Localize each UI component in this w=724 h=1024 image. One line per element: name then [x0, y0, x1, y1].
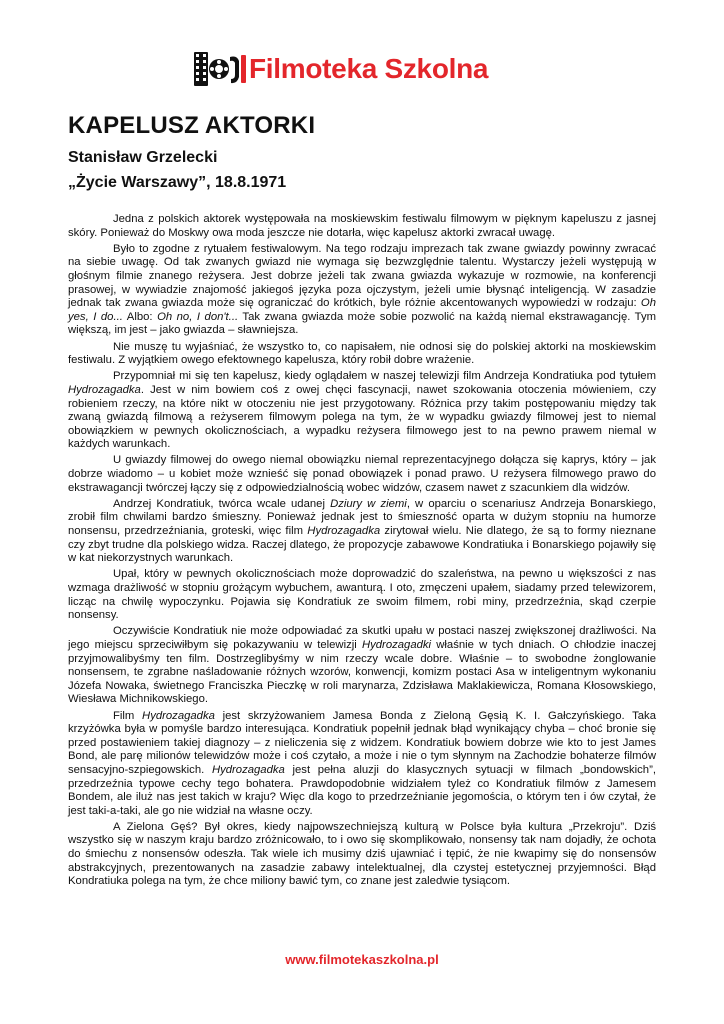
logo-text: Filmoteka Szkolna [249, 53, 489, 84]
paragraph-text: jest skrzyżowaniem Jamesa Bonda z Zieloną Gęsią K. I. Gałczyńskiego. Taka krzyżówka była w pomyśle bardzo interesująca. Kondratiuk popełnił jednak błąd wynikający chyba – choć bronie się przed postawieniem takiej diagnozy – z nieliczenia się z widzem. Kondratiuk bowiem dobrze wie kto to jest James Bond, ale parę milionów telewidzów może i coś czytało, a może i nie o tym słynnym na Zachodzie bohaterze filmów sensacyjno-szpiegowskich. [68, 709, 656, 776]
italic-title-text: Oh yes, I do... [68, 297, 656, 323]
paragraph-text: Jedna z polskich aktorek występowała na moskiewskim festiwalu filmowym w pięknym kapeluszu z jasnej skóry. Ponieważ do Moskwy owa moda jeszcze nie dotarła, więc kapelusz aktorki zwracał uwagę. [68, 213, 656, 239]
paragraph-text: , w oparciu o scenariusz Andrzeja Bonarskiego, zrobił film chwilami bardzo śmieszny. Ponieważ jednak jest to śmieszność oparta w dużym stopniu na humorze nonsensu, przedrzeźniania, groteski, więc film [68, 497, 656, 538]
article-paragraph [68, 710, 656, 819]
italic-title-text: Hydrozagadka [307, 525, 381, 538]
article-paragraph [68, 243, 656, 338]
article-paragraph [68, 498, 656, 566]
paragraph-text: Oczywiście Kondratiuk nie może odpowiadać za skutki upału w postaci naszej zwiększonej drażliwości. Na jego miejscu sprzeciwiłbym się pokazywaniu w telewizji [68, 625, 656, 651]
paragraph-text: Andrzej Kondratiuk, twórca wcale udanej [113, 497, 331, 510]
logo[interactable] [193, 50, 488, 88]
article-paragraph [68, 213, 656, 240]
article-paragraph [68, 625, 656, 707]
paragraph-text: właśnie w tych dniach. O chłodzie inaczej przyjmowalibyśmy ten film. Dostrzeglibyśmy w nim rzeczy wcale dobre. Właśnie – to swobodne żonglowanie nonsensem, te zgrabne naśladowanie różnych wzorów, konwencji, komizm postaci Asa w inteligentnym wykonaniu Józefa Nowaka, świetnego Franciszka Pieczkę w roli marynarza, Zdzisława Maklakiewicza, Romana Kłosowskiego, Wiesława Michnikowskiego. [68, 638, 656, 706]
italic-title-text: Dziury w ziemi [330, 497, 407, 510]
paragraph-text: Upał, który w pewnych okolicznościach może doprowadzić do szaleństwa, na pewno u większości z nas wzmaga drażliwość w stopniu grożącym wybuchem, awanturą. I oto, zmęczeni upałem, siadamy przed telewizorem, licząc na chwilę wypoczynku. Pojawia się Kondratiuk ze swoim filmem, robi miny, przedrzeźnia, skąd czerpie nonsensy. [68, 568, 656, 622]
paragraph-text: Film [113, 709, 143, 722]
paragraph-text: U gwiazdy filmowej do owego niemal obowiązku niemal reprezentacyjnego dołącza się kaprys, który – jak dobrze wiadomo – u kobiet może wznieść się ponad obowiązek i ponad prawo. U reżysera filmowego prawo do ekstrawagancji twórczej łączy się z odpowiedzialnością wobec widzów, czasem nawet z szacunkiem dla widzów. [68, 454, 656, 494]
paragraph-text: Tak zwana gwiazda może sobie pozwolić na każdą niemal ekstrawagancję. Tym większą, im jest – jako gwiazda – sławniejsza. [68, 310, 657, 337]
article-paragraph [68, 821, 656, 889]
italic-title-text: Hydrozagadki [361, 638, 432, 651]
paragraph-text: zirytował wielu. Nie dlatego, że są to formy nieznane czy zbyt trudne dla polskiego widza. Raczej dlatego, że propozycje zabawowe Kondratiuka i Bonarskiego pojawiły się w kat niekorzystnych warunkach. [68, 525, 657, 565]
paragraph-text: Było to zgodne z rytuałem festiwalowym. Na tego rodzaju imprezach tak zwane gwiazdy powinny zwracać na siebie uwagę. Od tak zwanych gwiazd nie wymaga się bezwzględnie talentu. Wystarczy jeżeli występują w głośnym filmie znanego reżysera. Jest dobrze jeżeli tak zwana gwiazda wykazuje w rozmowie, na konferencji prasowej, w wywiadzie znajomość jakiegoś języka poza ojczystym, jeżeli umie błysnąć inteligencją. W zasadzie jednak tak zwana gwiazda może się ograniczać do krótkich, byle różnie akcentowanych wypowiedzi w rodzaju: [68, 242, 656, 310]
footer-url[interactable]: www.filmotekaszkolna.pl [285, 952, 439, 967]
paragraph-text: A Zielona Gęś? Był okres, kiedy najpowszechniejszą kulturą w Polsce była kultura „Przekroju”. Dziś wszystko się w naszym kraju bardzo zróżnicowało, to i owo się skomplikowało, nonsensy tak nam dojadły, że ochota do śmiechu z nonsensów odeszła. Tak wiele ich musimy dziś ujawniać i tępić, że nie kwapimy się do nonsensów abstrakcyjnych, prezentowanych na zasadzie zabawy intelektualnej, dla czystej estetycznej przyjemności. Błąd Kondratiuka polega na tym, że chce miliony bawić tym, co znane jest zaledwie tysiącom. [68, 820, 656, 888]
italic-title-text: Oh no, I don't... [157, 310, 239, 323]
article-paragraph [68, 370, 656, 452]
article-body [68, 213, 656, 891]
italic-title-text: Hydrozagadka [142, 709, 215, 722]
italic-title-text: Hydrozagadka [211, 763, 285, 776]
paragraph-text: Albo: [122, 310, 158, 323]
article-paragraph [68, 454, 656, 495]
film-reel-hand-icon [193, 51, 247, 87]
paragraph-text: Przypomniał mi się ten kapelusz, kiedy oglądałem w naszej telewizji film Andrzeja Kondratiuka pod tytułem [113, 370, 656, 383]
article-title: KAPELUSZ AKTORKI [68, 112, 316, 139]
paragraph-text: jest pełna aluzji do klasycznych sytuacji w filmach „bondowskich”, przedrzeźnia typowe cechy tego bohatera. Prawdopodobnie widziałem tyleż co Kondratiuk filmów z Jamesem Bondem, ale iluż nas jest takich w kraju? Więc dla kogo to przedrzeźnianie jegomościa, o którym ten i ów czytał, że jest taki-a-taki, ale go nie widział na własne oczy. [68, 763, 656, 817]
paragraph-text: Nie muszę tu wyjaśniać, że wszystko to, co napisałem, nie odnosi się do polskiej aktorki na moskiewskim festiwalu. Z wyjątkiem owego efektownego kapelusza, który robił dobre wrażenie. [68, 340, 656, 367]
article-source: „Życie Warszawy”, 18.8.1971 [68, 174, 287, 191]
article-paragraph [68, 341, 656, 368]
article-author: Stanisław Grzelecki [68, 149, 218, 166]
article-paragraph [68, 568, 656, 622]
paragraph-text: . Jest w nim bowiem coś z owej chęci fascynacji, nawet szokowania otoczenia mówieniem, czy robieniem rzeczy, na które nikt w otoczeniu nie jest przygotowany. Różnica przy takim postępowaniu między tak zwaną gwiazdą filmową a reżyserem filmowym polega na tym, że w wypadku gwiazdy filmowej jest to niemal obowiązkiem w pewnych okolicznościach, a wypadku reżysera filmowego jest to na pewno prawem niemal w każdych warunkach. [68, 383, 656, 451]
italic-title-text: Hydrozagadka [68, 383, 141, 396]
